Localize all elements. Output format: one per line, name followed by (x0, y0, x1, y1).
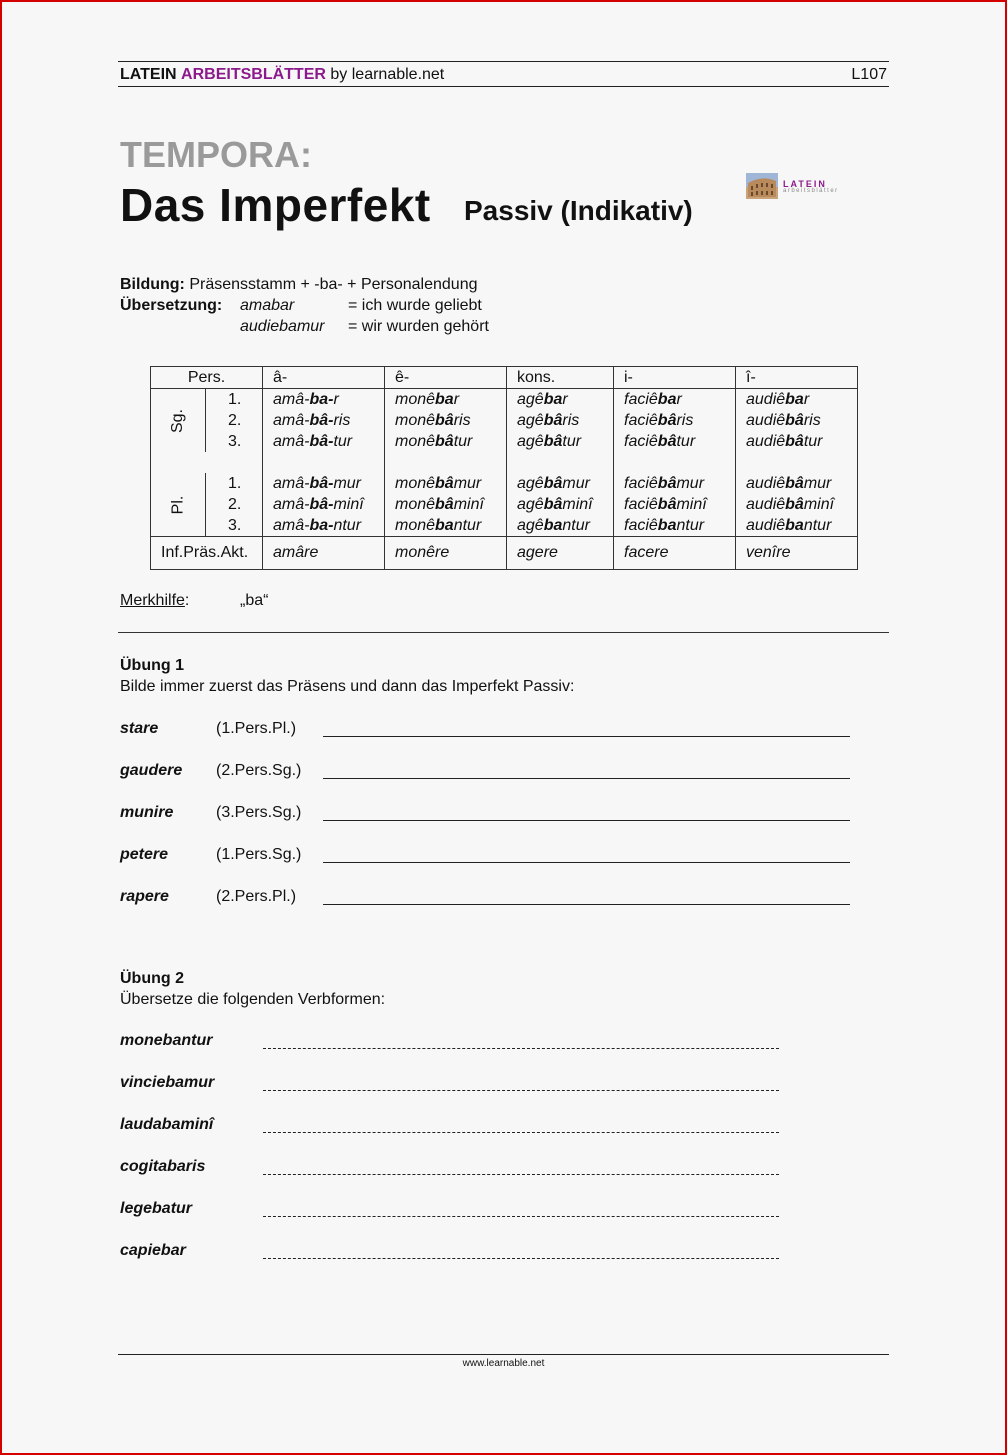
table-header-cell: Pers. (151, 367, 263, 389)
pl-label-cell (151, 473, 206, 537)
verb-form-cell: faciêbâmur (614, 473, 736, 494)
answer-line[interactable] (263, 1258, 779, 1259)
header-title (120, 66, 444, 84)
person-number: 3. (206, 431, 263, 452)
exercise-person: (1.Pers.Pl.) (216, 720, 297, 737)
exercise-verb: petere (120, 846, 169, 863)
bildung-text: Präsensstamm + -ba- + Personalendung (189, 276, 478, 293)
verb-form-cell: monêbâris (385, 410, 507, 431)
uebung2-instruction: Übersetze die folgenden Verbformen: (120, 991, 386, 1008)
verb-form-cell: agêbâtur (507, 431, 614, 452)
exercise-person: (2.Pers.Pl.) (216, 888, 297, 905)
table-row (151, 494, 858, 515)
verb-form-cell: amâ-bâ-minî (263, 494, 385, 515)
verb-form-cell: faciêbâminî (614, 494, 736, 515)
table-row (151, 410, 858, 431)
person-number: 3. (206, 515, 263, 537)
table-row (151, 515, 858, 537)
example-translation-1: = ich wurde geliebt (348, 297, 482, 314)
exercise-verb: rapere (120, 888, 169, 905)
verb-form-cell: monêbâtur (385, 431, 507, 452)
plural-rows (151, 473, 858, 537)
merkhilfe-line (120, 592, 269, 610)
exercise-verb: gaudere (120, 762, 183, 779)
verb-form-cell: audiêbâtur (736, 431, 858, 452)
header-code: L107 (851, 66, 887, 83)
example-form-1: amabar (240, 297, 295, 314)
verb-form-cell: audiêbâmur (736, 473, 858, 494)
footer-rule (118, 1354, 889, 1355)
section-label: TEMPORA: (120, 134, 312, 175)
verb-form-cell: amâ-ba-ntur (263, 515, 385, 537)
bildung-line (120, 276, 477, 294)
colosseum-icon (746, 173, 778, 199)
uebung1-instruction: Bilde immer zuerst das Präsens und dann das Imperfekt Passiv: (120, 678, 575, 695)
verb-form-cell: audiêbâris (736, 410, 858, 431)
logo-line2: arbeitsblätter (783, 188, 839, 194)
answer-line[interactable] (323, 736, 850, 737)
exercise-person: (3.Pers.Sg.) (216, 804, 302, 821)
answer-line[interactable] (323, 862, 850, 863)
sg-label: Sg. (168, 408, 186, 433)
table-header-row (151, 367, 858, 389)
header-arbeitsblaetter: ARBEITSBLÄTTER (181, 66, 326, 83)
infinitive-label: Inf.Präs.Akt. (151, 537, 263, 570)
exercise-verb: munire (120, 804, 174, 821)
pl-label: Pl. (168, 495, 186, 514)
merkhilfe-label: Merkhilfe (120, 592, 185, 609)
table-row (151, 473, 858, 494)
table-row (151, 389, 858, 411)
verb-form-cell: amâ-bâ-ris (263, 410, 385, 431)
person-number: 1. (206, 389, 263, 411)
singular-rows (151, 389, 858, 453)
verb-form-cell: agêbar (507, 389, 614, 411)
answer-line[interactable] (263, 1132, 779, 1133)
table-header-cell: î- (736, 367, 858, 389)
infinitive-cell: monêre (385, 537, 507, 570)
verb-form-cell: agêbantur (507, 515, 614, 537)
section-divider (118, 632, 889, 633)
verb-form-cell: amâ-ba-r (263, 389, 385, 411)
verb-form-cell: amâ-bâ-mur (263, 473, 385, 494)
person-number: 2. (206, 410, 263, 431)
infinitive-row (151, 537, 858, 570)
verb-form-cell: faciêbantur (614, 515, 736, 537)
person-number: 1. (206, 473, 263, 494)
exercise-verb: capiebar (120, 1242, 186, 1259)
verb-form-cell: audiêbâminî (736, 494, 858, 515)
answer-line[interactable] (263, 1048, 779, 1049)
person-number: 2. (206, 494, 263, 515)
answer-line[interactable] (323, 904, 850, 905)
exercise-verb: vinciebamur (120, 1074, 215, 1091)
verb-form-cell: audiêbantur (736, 515, 858, 537)
infinitive-cell: venîre (736, 537, 858, 570)
header-latein: LATEIN (120, 66, 177, 83)
uebersetzung-label: Übersetzung: (120, 297, 223, 314)
footer-url: www.learnable.net (462, 1358, 545, 1369)
answer-line[interactable] (323, 820, 850, 821)
page-subtitle: Passiv (Indikativ) (464, 195, 693, 226)
table-row (151, 431, 858, 452)
table-header-cell: i- (614, 367, 736, 389)
table-header-cell: â- (263, 367, 385, 389)
bildung-label: Bildung: (120, 276, 185, 293)
example-translation-2: = wir wurden gehört (348, 318, 489, 335)
verb-form-cell: audiêbar (736, 389, 858, 411)
logo-line1: LATEIN (783, 179, 827, 189)
answer-line[interactable] (323, 778, 850, 779)
exercise-person: (2.Pers.Sg.) (216, 762, 302, 779)
table-header-cell: kons. (507, 367, 614, 389)
sg-label-cell (151, 389, 206, 453)
page-title: Das Imperfekt (120, 179, 431, 231)
infinitive-cell: facere (614, 537, 736, 570)
page-header (118, 61, 889, 87)
infinitive-cell: amâre (263, 537, 385, 570)
exercise-verb: cogitabaris (120, 1158, 206, 1175)
exercise-verb: laudabaminî (120, 1116, 214, 1133)
latein-logo (746, 173, 846, 199)
table-header-cell: ê- (385, 367, 507, 389)
exercise-verb: monebantur (120, 1032, 213, 1049)
verb-form-cell: monêbantur (385, 515, 507, 537)
merkhilfe-colon: : (184, 592, 190, 609)
header-by: by learnable.net (330, 66, 445, 83)
table-spacer-row (151, 452, 858, 473)
exercise-person: (1.Pers.Sg.) (216, 846, 302, 863)
verb-form-cell: agêbâminî (507, 494, 614, 515)
verb-form-cell: monêbâmur (385, 473, 507, 494)
verb-form-cell: monêbar (385, 389, 507, 411)
verb-form-cell: faciêbar (614, 389, 736, 411)
merkhilfe-value: „ba“ (240, 592, 269, 609)
verb-form-cell: agêbâmur (507, 473, 614, 494)
uebung1-title: Übung 1 (120, 657, 184, 674)
verb-form-cell: monêbâminî (385, 494, 507, 515)
verb-form-cell: agêbâris (507, 410, 614, 431)
infinitive-cell: agere (507, 537, 614, 570)
exercise-verb: stare (120, 720, 159, 737)
verb-form-cell: amâ-bâ-tur (263, 431, 385, 452)
answer-line[interactable] (263, 1216, 779, 1217)
exercise-verb: legebatur (120, 1200, 193, 1217)
answer-line[interactable] (263, 1174, 779, 1175)
uebung2-title: Übung 2 (120, 970, 184, 987)
answer-line[interactable] (263, 1090, 779, 1091)
conjugation-table (150, 366, 858, 570)
verb-form-cell: faciêbâris (614, 410, 736, 431)
example-form-2: audiebamur (240, 318, 325, 335)
verb-form-cell: faciêbâtur (614, 431, 736, 452)
